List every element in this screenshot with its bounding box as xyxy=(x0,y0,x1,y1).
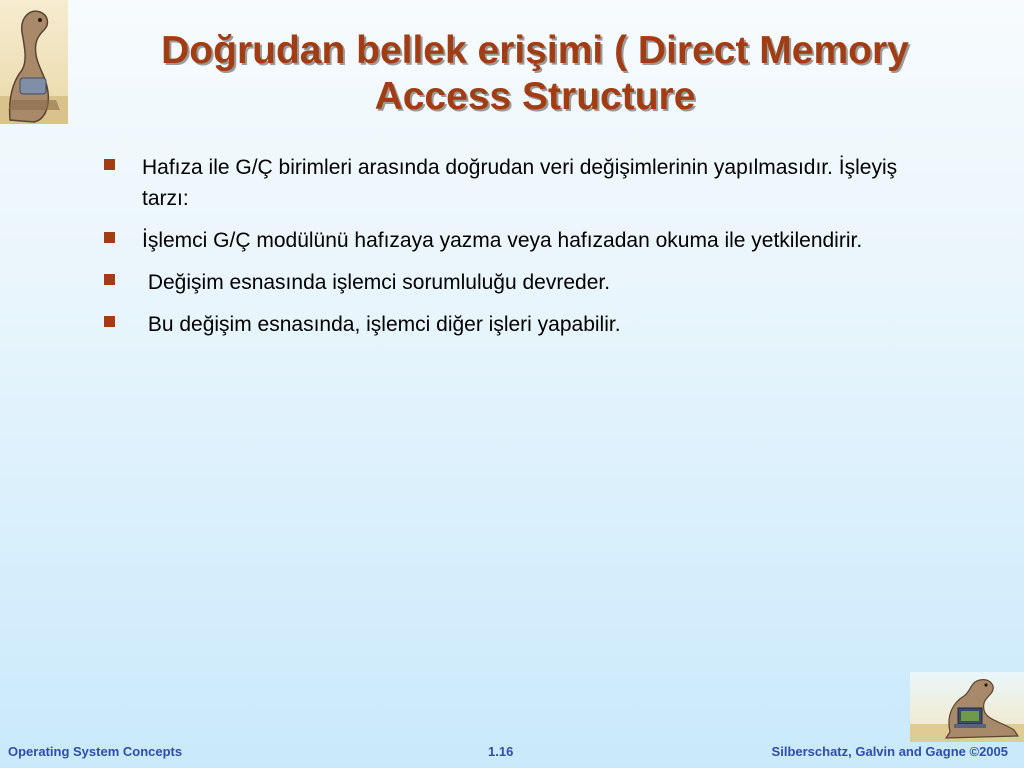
bullet-text: Bu değişim esnasında, işlemci diğer işleri yapabilir. xyxy=(142,313,621,336)
slide-title xyxy=(90,28,980,120)
bullet-item xyxy=(104,309,904,340)
bullet-text: Hafıza ile G/Ç birimleri arasında doğrudan veri değişimlerinin yapılmasıdır. İşleyiş tarzı: xyxy=(142,156,898,210)
bullet-text: İşlemci G/Ç modülünü hafızaya yazma veya hafızadan okuma ile yetkilendirir. xyxy=(142,229,863,252)
square-bullet-icon xyxy=(104,232,115,243)
square-bullet-icon xyxy=(104,316,115,327)
bullet-item xyxy=(104,267,904,298)
footer-slide-number: 1.16 xyxy=(488,744,514,759)
dinosaur-logo-top xyxy=(0,0,68,124)
bullet-text: Değişim esnasında işlemci sorumluluğu devreder. xyxy=(142,271,611,294)
bullet-item xyxy=(104,152,904,214)
slide-title-line-1: Doğrudan bellek erişimi ( Direct Memory xyxy=(161,29,909,72)
dinosaur-laptop-icon xyxy=(910,672,1024,742)
square-bullet-icon xyxy=(104,274,115,285)
dinosaur-logo-bottom xyxy=(910,672,1024,742)
footer-course-title: Operating System Concepts xyxy=(8,744,183,759)
footer-copyright: Silberschatz, Galvin and Gagne ©2005 xyxy=(771,744,1008,759)
slide-title-line-2: Access Structure xyxy=(374,75,696,118)
square-bullet-icon xyxy=(104,159,115,170)
bullet-item xyxy=(104,225,904,256)
bullet-list xyxy=(104,152,904,351)
dinosaur-icon xyxy=(0,0,68,124)
